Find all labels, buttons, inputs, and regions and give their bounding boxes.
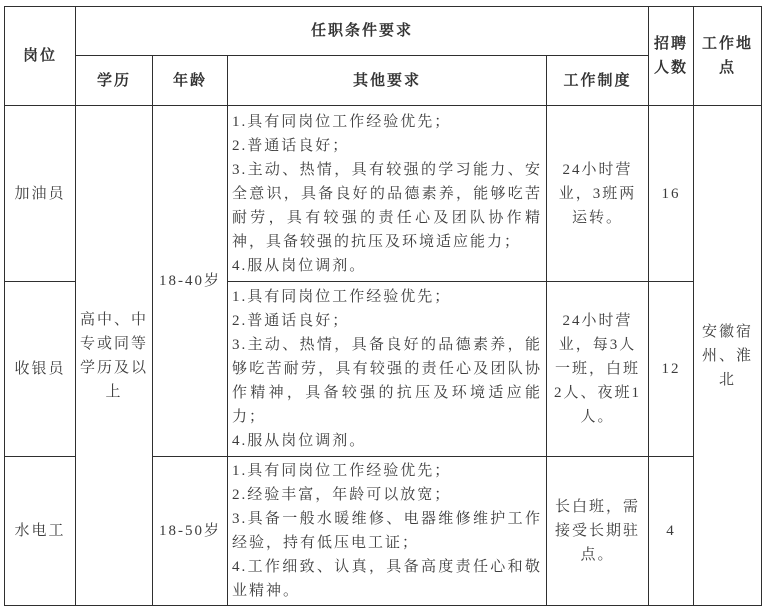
requirement-item: 4.服从岗位调剂。 (232, 433, 367, 449)
cell-post: 加油员 (5, 106, 76, 282)
cell-headcount: 12 (649, 282, 694, 457)
requirement-item: 2.普通话良好； (232, 313, 350, 329)
recruitment-table (4, 6, 762, 606)
requirement-item: 1.具有同岗位工作经验优先； (232, 289, 452, 305)
table-row-fueler (5, 106, 762, 282)
cell-headcount: 4 (649, 457, 694, 606)
header-education: 学历 (76, 56, 153, 106)
requirement-item: 3.主动、热情，具备良好的品德素养，能够吃苦耐劳，具有较强的责任心及团队协作精神，具备较强的抗压及环境适应能力； (232, 337, 542, 425)
header-age: 年龄 (153, 56, 228, 106)
cell-post: 水电工 (5, 457, 76, 606)
cell-age: 18-50岁 (153, 457, 228, 606)
requirement-item: 2.经验丰富，年龄可以放宽； (232, 487, 452, 503)
cell-requirements (228, 106, 547, 282)
header-other-requirements: 其他要求 (228, 56, 547, 106)
requirement-item: 3.具备一般水暖维修、电器维修维护工作经验，持有低压电工证； (232, 511, 542, 551)
header-headcount: 招聘人数 (649, 7, 694, 106)
header-row-1 (5, 7, 762, 56)
header-location: 工作地点 (694, 7, 762, 106)
requirement-item: 4.服从岗位调剂。 (232, 257, 367, 274)
cell-location-shared: 安徽宿州、淮北 (694, 106, 762, 606)
requirement-item: 4.工作细致、认真，具备高度责任心和敬业精神。 (232, 559, 542, 599)
cell-requirements (228, 457, 547, 606)
requirement-item: 2.普通话良好； (232, 137, 350, 154)
cell-education-shared: 高中、中专或同等学历及以上 (76, 106, 153, 606)
requirement-item: 1.具有同岗位工作经验优先； (232, 113, 452, 130)
cell-requirements (228, 282, 547, 457)
header-post: 岗位 (5, 7, 76, 106)
cell-schedule: 24小时营业，3班两运转。 (547, 106, 649, 282)
header-qualification-group: 任职条件要求 (76, 7, 649, 56)
header-row-2 (5, 56, 762, 106)
requirement-item: 3.主动、热情，具有较强的学习能力、安全意识，具备良好的品德素养，能够吃苦耐劳，具有较强的责任心及团队协作精神，具备较强的抗压及环境适应能力； (232, 161, 542, 250)
header-work-schedule: 工作制度 (547, 56, 649, 106)
cell-headcount: 16 (649, 106, 694, 282)
requirement-item: 1.具有同岗位工作经验优先； (232, 463, 452, 479)
cell-age-merged: 18-40岁 (153, 106, 228, 457)
cell-schedule: 24小时营业，每3人一班，白班2人、夜班1人。 (547, 282, 649, 457)
cell-schedule: 长白班，需接受长期驻点。 (547, 457, 649, 606)
cell-post: 收银员 (5, 282, 76, 457)
